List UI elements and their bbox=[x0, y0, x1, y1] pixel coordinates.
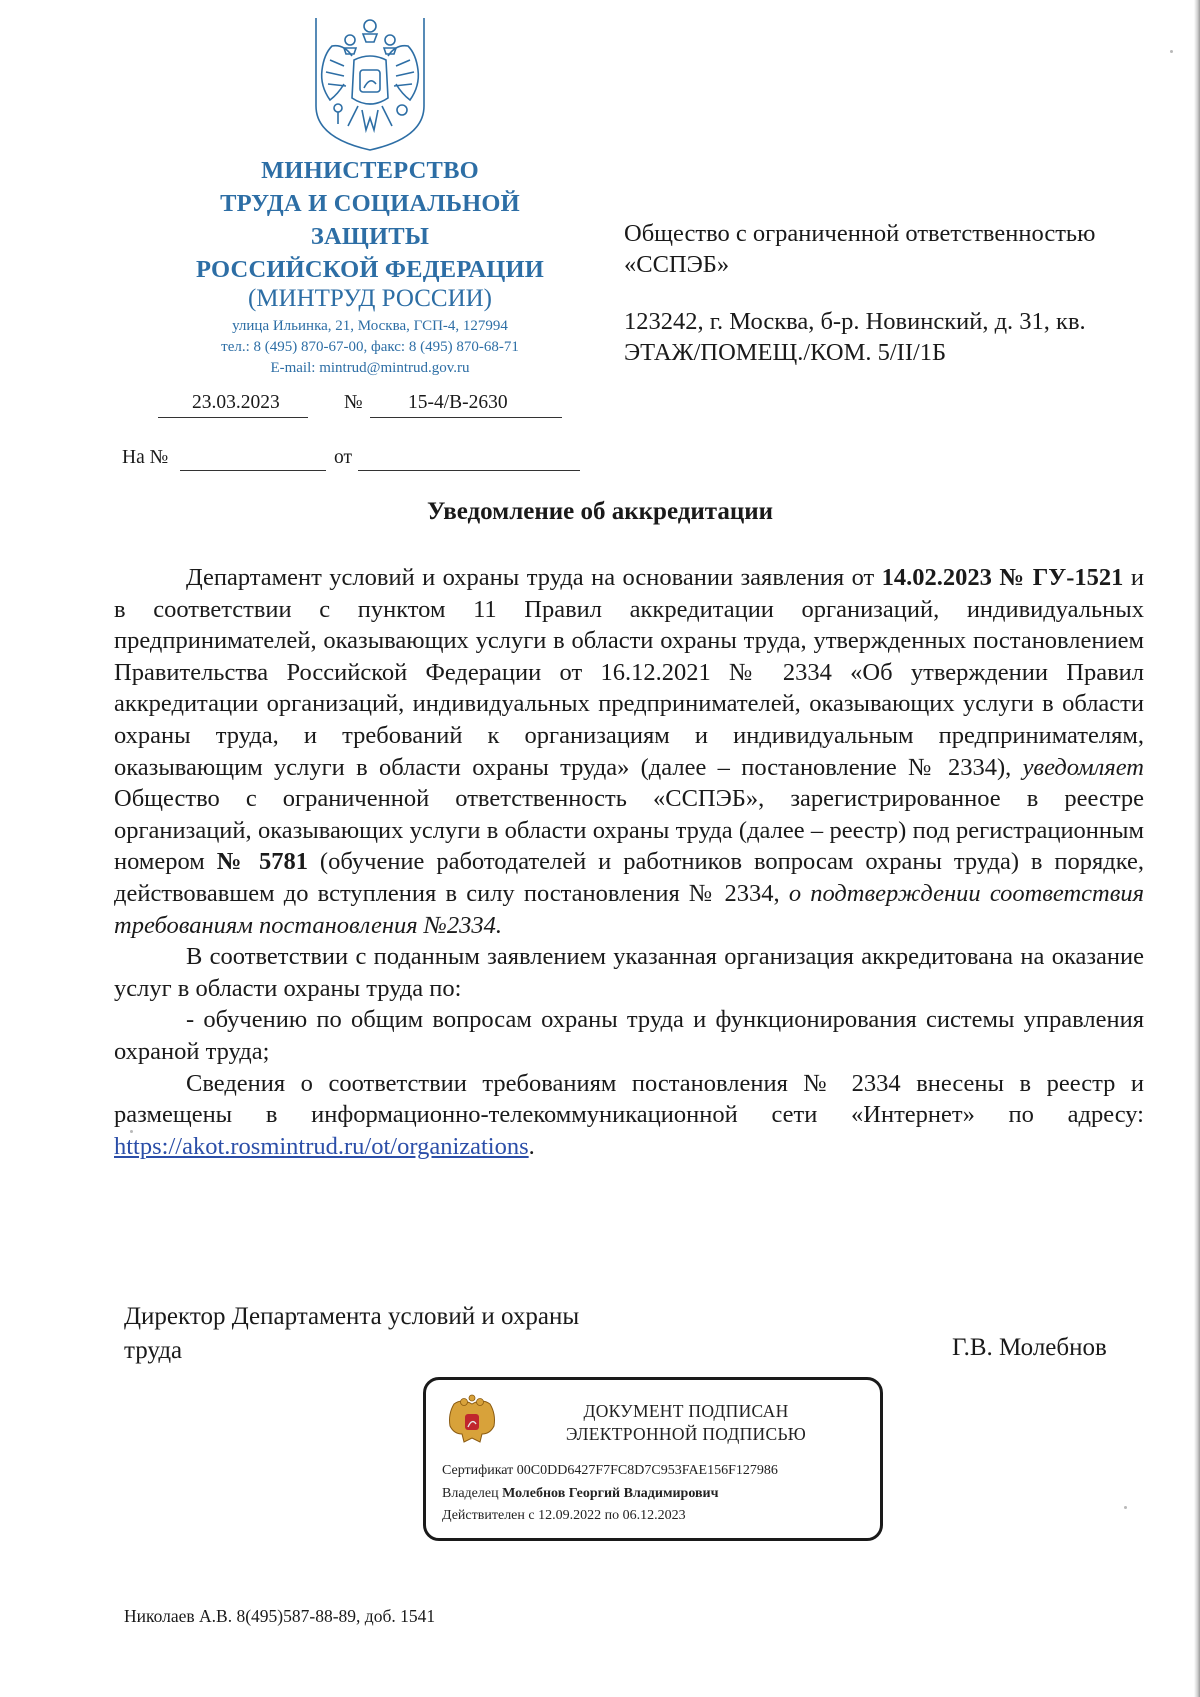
reference-number-label: На № bbox=[122, 447, 169, 468]
stamp-heading-line: ЭЛЕКТРОННОЙ ПОДПИСЬЮ bbox=[565, 1424, 807, 1444]
stamp-owner bbox=[442, 1483, 778, 1506]
ministry-phones: тел.: 8 (495) 870-67-00, факс: 8 (495) 870-68-71 bbox=[221, 339, 519, 355]
stamp-heading-line: ДОКУМЕНТ ПОДПИСАН bbox=[583, 1401, 789, 1421]
signatory-position: Директор Департамента условий и охраны труда bbox=[124, 1303, 580, 1364]
valid-from: 12.09.2022 bbox=[538, 1508, 602, 1523]
recipient-address: 123242, г. Москва, б-р. Новинский, д. 31, кв. ЭТАЖ/ПОМЕЩ./КОМ. 5/II/1Б bbox=[624, 308, 1086, 366]
ministry-name-line: ЗАЩИТЫ bbox=[310, 223, 430, 250]
recipient-org: Общество с ограниченной ответственностью «ССПЭБ» bbox=[624, 220, 1096, 278]
body-text: Сведения о соответствии требованиям постановления № 2334 внесены в реестр и размещены в информационно-телекоммуникационной сети «Интернет» по адресу: bbox=[114, 1069, 1144, 1129]
executor-contact: Николаев А.В. 8(495)587-88-89, доб. 1541 bbox=[124, 1606, 436, 1626]
registry-number: № 5781 bbox=[216, 848, 309, 876]
ministry-name-line: ТРУДА И СОЦИАЛЬНОЙ bbox=[220, 190, 520, 217]
body-emphasis: о подтверждении соответствия требованиям постановления №2334. bbox=[114, 879, 1144, 939]
ministry-name-line: МИНИСТЕРСТВО bbox=[261, 157, 479, 184]
electronic-signature-stamp bbox=[423, 1377, 883, 1541]
owner-value: Молебнов Георгий Владимирович bbox=[502, 1485, 719, 1501]
ministry-address: улица Ильинка, 21, Москва, ГСП-4, 127994 bbox=[232, 318, 508, 334]
coat-of-arms-color-icon bbox=[444, 1394, 500, 1450]
reference-line bbox=[122, 447, 592, 475]
body-emphasis: уведомляет bbox=[1022, 753, 1144, 781]
registration-date: 23.03.2023 bbox=[192, 392, 280, 413]
certificate-value: 00C0DD6427F7FC8D7C953FAE156F127986 bbox=[516, 1463, 778, 1478]
body-paragraph bbox=[114, 1068, 1144, 1163]
stamp-certificate bbox=[442, 1460, 778, 1483]
registration-line bbox=[158, 392, 562, 418]
valid-to: 06.12.2023 bbox=[622, 1508, 686, 1523]
body-text: Общество с ограниченной ответственность «ССПЭБ», зарегистрированное в реестре организаций, оказывающих услуги в области охраны труда (далее – реестр) под регистрационным номером bbox=[114, 785, 1144, 876]
recipient-block bbox=[624, 218, 1104, 368]
letter-body bbox=[114, 562, 1144, 1162]
stamp-heading bbox=[516, 1400, 856, 1446]
registry-link[interactable]: https://akot.rosmintrud.ru/ot/organizations bbox=[114, 1132, 529, 1160]
body-text: . bbox=[528, 1132, 535, 1160]
valid-label: Действителен с bbox=[442, 1508, 535, 1523]
stamp-validity bbox=[442, 1505, 778, 1528]
ministry-name bbox=[130, 154, 610, 286]
scan-speck bbox=[130, 1130, 133, 1133]
owner-label: Владелец bbox=[442, 1485, 499, 1501]
body-text: Департамент условий и охраны труда на основании заявления от bbox=[186, 564, 882, 591]
ministry-email: E-mail: mintrud@mintrud.gov.ru bbox=[270, 360, 470, 376]
registration-number-label: № bbox=[344, 392, 363, 413]
document-title: Уведомление об аккредитации bbox=[426, 498, 774, 525]
certificate-label: Сертификат bbox=[442, 1463, 514, 1478]
ministry-short-name: (МИНТРУД РОССИИ) bbox=[247, 285, 493, 312]
body-text: и в соответствии с пунктом 11 Правил аккредитации организаций, индивидуальных предпринимателей, оказывающих услуги в области охраны труда, утвержденных постановлением Правительства Российской Федерации от 16.12.2021 № 2334 «Об утверждении Правил аккредитации организаций, индивидуальных предпринимателей, оказывающих услуги в области охраны труда, и требований к организациям и индивидуальным предпринимателям, оказывающим услуги в области охраны труда» (далее – постановление № 2334), bbox=[114, 564, 1144, 781]
body-paragraph: В соответствии с поданным заявлением указанная организация аккредитована на оказание услуг в области охраны труда по: bbox=[114, 943, 1144, 1002]
body-list-item: - обучению по общим вопросам охраны труда и функционирования системы управления охраной труда; bbox=[114, 1006, 1144, 1065]
scan-speck bbox=[1170, 50, 1173, 53]
ministry-name-line: РОССИЙСКОЙ ФЕДЕРАЦИИ bbox=[195, 256, 545, 283]
signatory-name: Г.В. Молебнов bbox=[952, 1334, 1107, 1361]
scan-edge bbox=[1194, 0, 1200, 1697]
scan-speck bbox=[1124, 1506, 1127, 1509]
registration-number: 15-4/В-2630 bbox=[408, 392, 508, 413]
valid-to-label: по bbox=[604, 1508, 620, 1523]
body-text: (обучение работодателей и работников вопросам охраны труда) в порядке, действовавшем до вступления в силу постановления № 2334, bbox=[114, 848, 1144, 907]
stamp-details bbox=[442, 1460, 778, 1528]
coat-of-arms-icon bbox=[308, 14, 432, 152]
ministry-contacts bbox=[130, 316, 610, 379]
body-paragraph bbox=[114, 562, 1144, 941]
reference-from-label: от bbox=[334, 447, 353, 468]
application-reference: 14.02.2023 № ГУ-1521 bbox=[881, 564, 1124, 591]
